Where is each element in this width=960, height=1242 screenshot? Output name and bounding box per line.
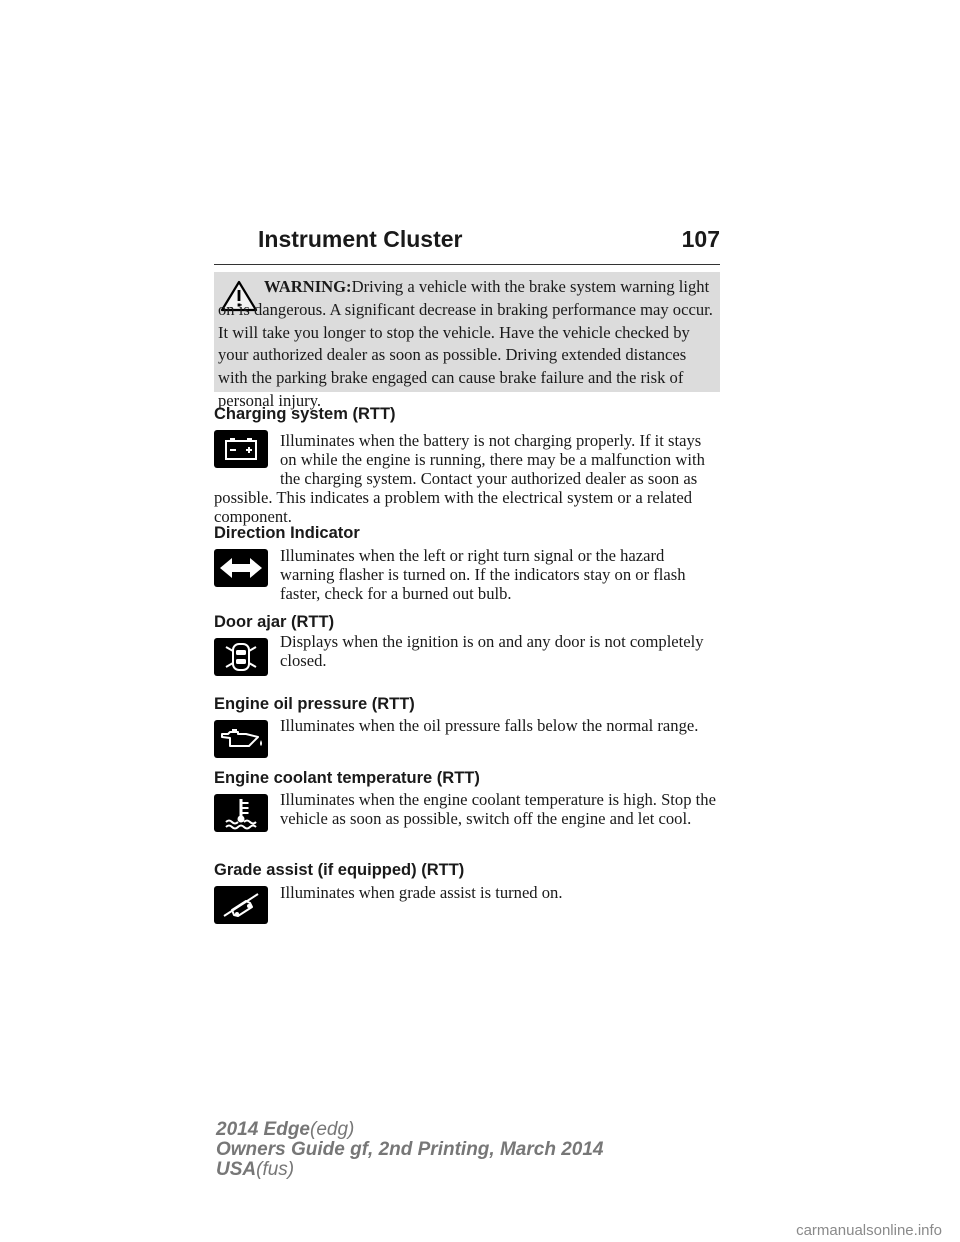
section-heading: Charging system (RTT)	[214, 405, 396, 423]
warning-text	[214, 276, 718, 413]
page-header	[214, 226, 720, 265]
warning-box	[214, 272, 720, 410]
oil-can-icon	[214, 720, 268, 758]
section-grade-assist	[214, 860, 720, 902]
footer-line-3	[216, 1160, 603, 1180]
footer-model: 2014 Edge	[216, 1119, 310, 1140]
section-door-ajar	[214, 612, 720, 670]
section-heading: Engine coolant temperature (RTT)	[214, 769, 480, 787]
section-description: Displays when the ignition is on and any door is not completely closed.	[280, 632, 704, 670]
warning-label: WARNING:	[264, 277, 352, 296]
battery-icon	[214, 430, 268, 468]
section-direction-indicator	[214, 523, 720, 603]
grade-assist-icon	[214, 886, 268, 924]
footer-model-code: (edg)	[310, 1119, 355, 1140]
footer-market: USA	[216, 1159, 257, 1180]
section-charging-system	[214, 404, 720, 526]
section-description-continued: possible. This indicates a problem with the electrical system or a related component.	[214, 488, 693, 526]
section-description: Illuminates when the left or right turn signal or the hazard warning flasher is turned on. If the indicators stay on or flash faster, check for a burned out bulb.	[280, 546, 686, 603]
section-engine-oil-pressure	[214, 694, 720, 735]
page-title: Instrument Cluster	[258, 226, 463, 252]
section-heading: Door ajar (RTT)	[214, 613, 335, 631]
warning-body: Driving a vehicle with the brake system warning light on is dangerous. A significant decrease in braking performance may occur. It will take you longer to stop the vehicle. Have the vehicle checked by your authorized dealer as soon as possible. Driving extended distances with the parking brake engaged can cause brake failure and the risk of personal injury.	[218, 277, 713, 410]
turn-signal-arrows-icon	[214, 549, 268, 587]
coolant-temperature-icon	[214, 794, 268, 832]
footer	[216, 1120, 603, 1180]
footer-line-1	[216, 1120, 603, 1140]
section-engine-coolant-temperature	[214, 768, 720, 828]
page-number: 107	[681, 226, 720, 252]
section-description: Illuminates when grade assist is turned on.	[280, 883, 563, 902]
section-heading: Engine oil pressure (RTT)	[214, 695, 415, 713]
section-description: Illuminates when the oil pressure falls below the normal range.	[280, 716, 699, 735]
section-heading: Direction Indicator	[214, 524, 360, 542]
section-description: Illuminates when the battery is not charging properly. If it stays on while the engine is running, there may be a malfunction with the charging system. Contact your authorized dealer as soon as	[280, 431, 705, 488]
section-heading: Grade assist (if equipped) (RTT)	[214, 861, 465, 879]
section-description: Illuminates when the engine coolant temperature is high. Stop the vehicle as soon as possible, switch off the engine and let cool.	[280, 790, 716, 828]
footer-market-code: (fus)	[256, 1159, 295, 1180]
watermark: carmanualsonline.info	[796, 1222, 942, 1239]
door-ajar-icon	[214, 638, 268, 676]
footer-line-2: Owners Guide gf, 2nd Printing, March 2014	[216, 1139, 604, 1160]
